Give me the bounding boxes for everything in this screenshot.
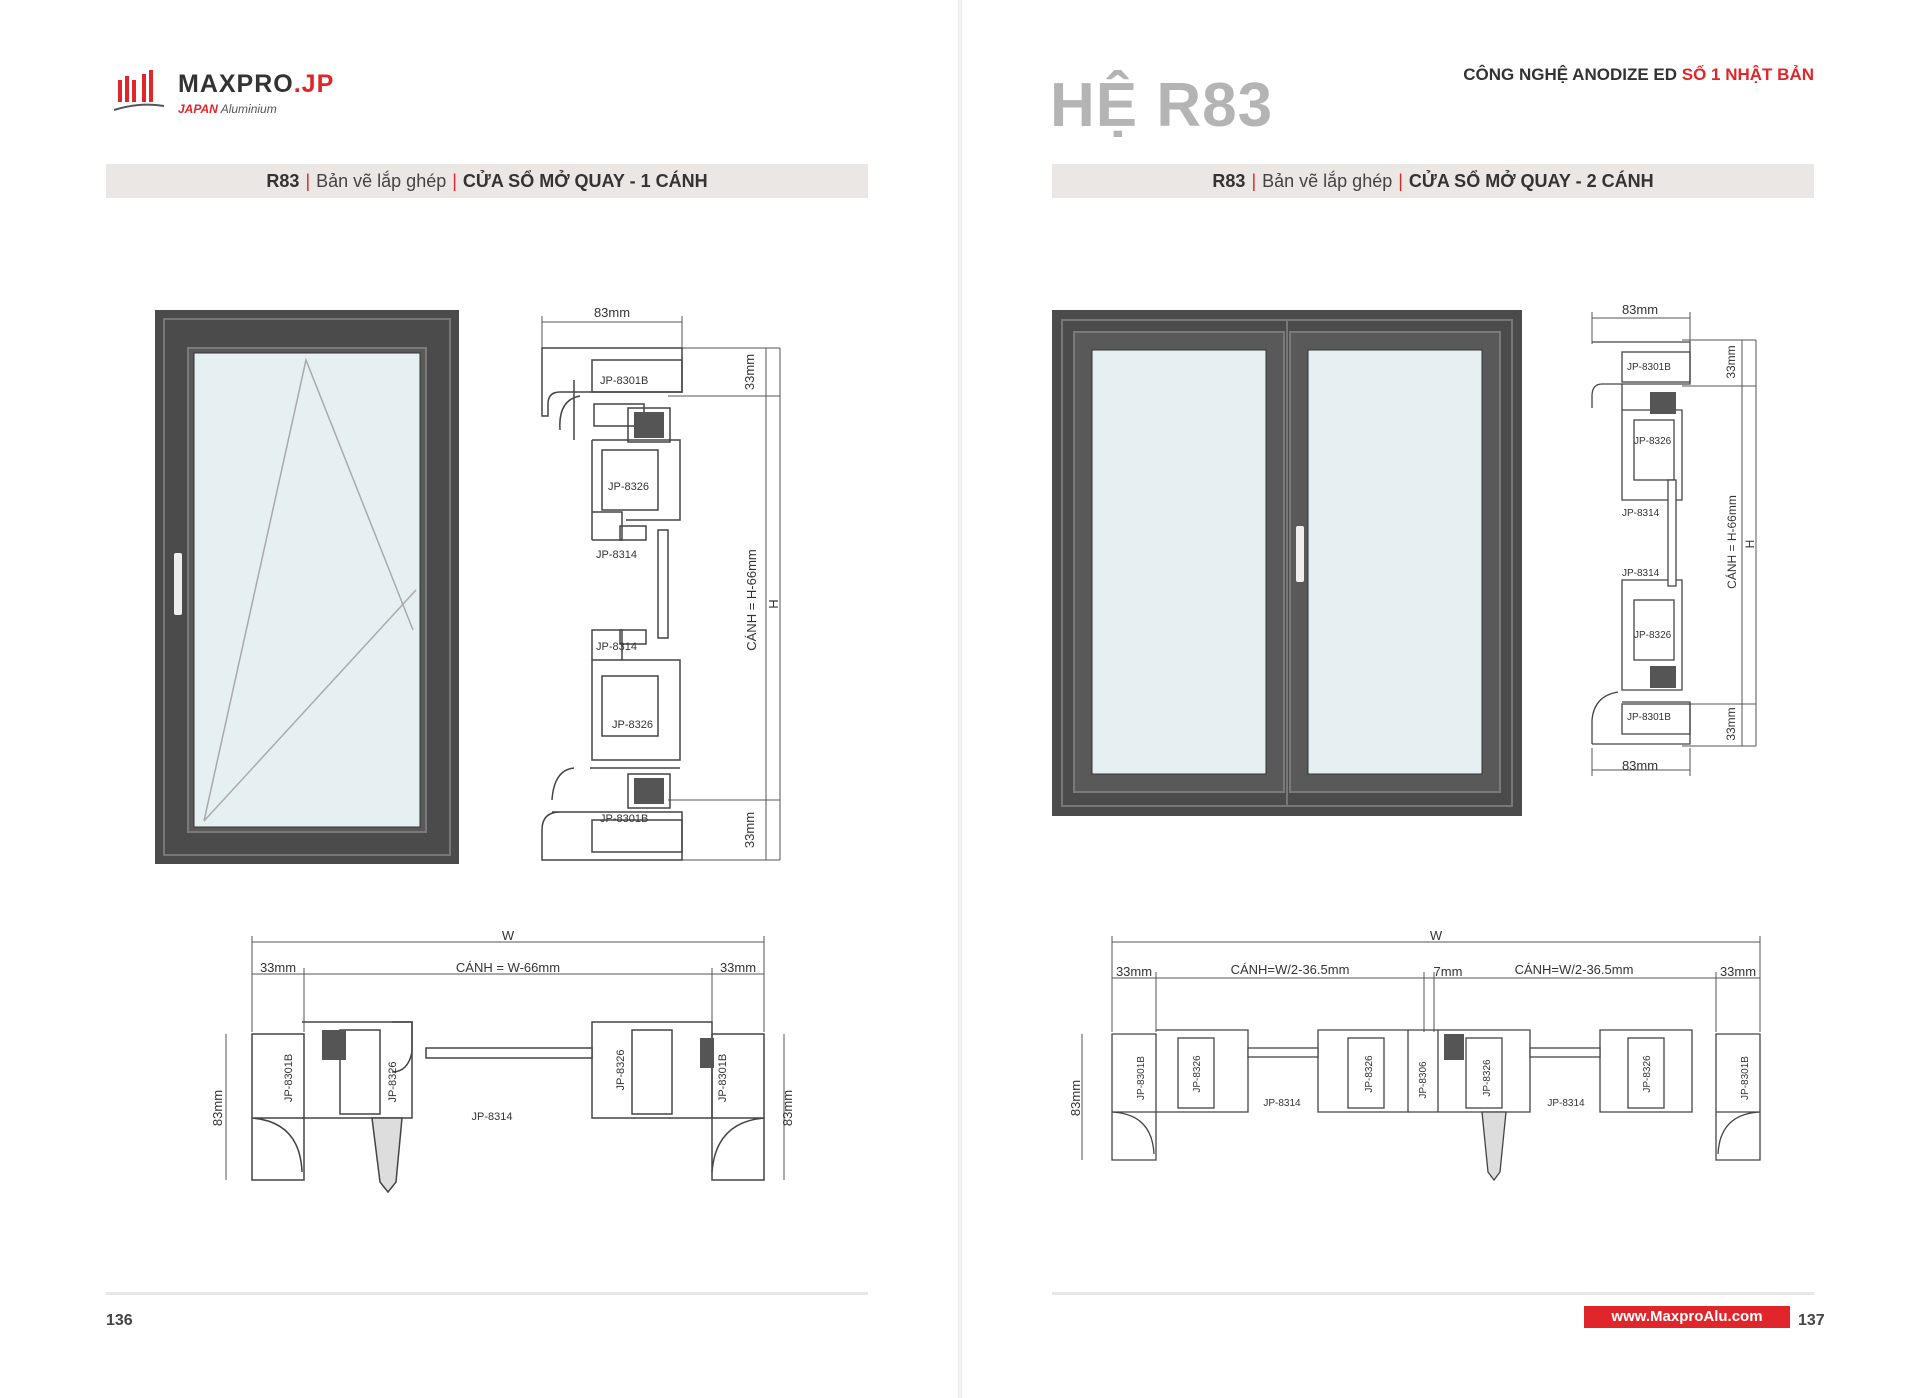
profile-label: JP-8314: [1622, 568, 1660, 579]
profile-label: JP-8326: [608, 481, 649, 493]
dim-canh: CÁNH = W-66mm: [455, 960, 561, 975]
profile-label: JP-8326: [1482, 1059, 1493, 1097]
drawing-type: Bản vẽ lắp ghép: [1262, 171, 1393, 191]
profile-label: JP-8301B: [717, 1053, 729, 1103]
dim-top-83mm: 83mm: [1621, 302, 1659, 317]
profile-label: JP-8326: [1642, 1055, 1653, 1093]
section-header-bar: R83 | Bản vẽ lắp ghép | CỬA SỔ MỞ QUAY - 1 CÁNH: [106, 164, 868, 198]
profile-label: JP-8326: [1364, 1055, 1375, 1093]
dim-left: 33mm: [259, 960, 297, 975]
profile-label: JP-8326: [387, 1061, 399, 1103]
profile-label: JP-8326: [1634, 436, 1672, 447]
dim-h: H: [766, 599, 781, 609]
window-type-title: CỬA SỔ MỞ QUAY - 2 CÁNH: [1408, 171, 1654, 191]
dim-left-h: 83mm: [210, 1089, 225, 1127]
profile-label: JP-8301B: [1136, 1056, 1147, 1100]
horizontal-section-drawing: [212, 922, 812, 1232]
handle-icon: [372, 1118, 402, 1192]
dim-h-bottom: 33mm: [1724, 707, 1738, 741]
dim-right: 33mm: [719, 960, 757, 975]
profile-label: JP-8326: [1192, 1055, 1203, 1093]
vertical-section-drawing: [530, 300, 800, 870]
dim-right: 33mm: [1719, 964, 1757, 979]
left-page: [0, 0, 958, 1398]
profile-label: JP-8314: [1547, 1098, 1585, 1109]
footer-rule: [106, 1292, 868, 1295]
profile-label: JP-8314: [1622, 508, 1660, 519]
dim-right-h: 83mm: [780, 1089, 795, 1127]
profile-label: JP-8301B: [283, 1053, 295, 1103]
dim-left: 33mm: [1115, 964, 1153, 979]
brand-subtitle: JAPAN Aluminium: [178, 102, 277, 116]
profile-label: JP-8314: [596, 549, 637, 561]
dim-canh: CÁNH = H-66mm: [744, 549, 759, 651]
window-elevation-1-sash: [150, 308, 462, 864]
footer-rule: [1052, 1292, 1814, 1295]
profile-label: JP-8301B: [600, 375, 649, 387]
website-link[interactable]: www.MaxproAlu.com: [1584, 1306, 1790, 1328]
brand-name: MAXPRO.JP: [178, 70, 335, 98]
dim-canh-left: CÁNH=W/2-36.5mm: [1230, 962, 1350, 977]
dim-bottom-83mm: 83mm: [1621, 758, 1659, 773]
profile-label: JP-8301B: [1627, 712, 1671, 723]
drawing-type: Bản vẽ lắp ghép: [316, 171, 447, 191]
right-page: [962, 0, 1920, 1398]
dim-h-bottom: 33mm: [742, 811, 757, 849]
profile-label: JP-8306: [1418, 1061, 1429, 1099]
profile-label: JP-8326: [612, 719, 653, 731]
handle-icon: [1482, 1112, 1506, 1180]
dim-h: H: [1743, 539, 1757, 549]
profile-label: JP-8301B: [1627, 362, 1671, 373]
horizontal-section-drawing: [1068, 922, 1784, 1212]
window-type-title: CỬA SỔ MỞ QUAY - 1 CÁNH: [462, 171, 708, 191]
series-code: R83: [1212, 171, 1246, 191]
dim-w: W: [1429, 928, 1443, 943]
handle-icon: [174, 553, 182, 615]
dim-w: W: [501, 928, 515, 943]
profile-label: JP-8314: [1263, 1098, 1301, 1109]
logo-icon: [110, 66, 166, 112]
dim-h-top: 33mm: [1724, 345, 1738, 379]
section-header-bar: R83 | Bản vẽ lắp ghép | CỬA SỔ MỞ QUAY - 2 CÁNH: [1052, 164, 1814, 198]
dim-canh: CÁNH = H-66mm: [1725, 495, 1739, 589]
dim-canh-right: CÁNH=W/2-36.5mm: [1514, 962, 1634, 977]
dim-top-83mm: 83mm: [593, 305, 631, 320]
window-elevation-2-sash: [1052, 308, 1524, 818]
brand-logo: [110, 62, 370, 122]
profile-label: JP-8326: [1634, 630, 1672, 641]
series-code: R83: [266, 171, 300, 191]
dim-left-h: 83mm: [1068, 1079, 1083, 1117]
profile-label: JP-8301B: [1740, 1056, 1751, 1100]
page-number: 136: [106, 1312, 133, 1329]
handle-icon: [1296, 526, 1304, 582]
profile-label: JP-8314: [596, 641, 637, 653]
profile-label: JP-8314: [471, 1111, 513, 1123]
tagline: CÔNG NGHỆ ANODIZE ED SỐ 1 NHẬT BẢN: [1463, 65, 1814, 84]
page-number: 137: [1798, 1312, 1825, 1329]
profile-label: JP-8326: [615, 1049, 627, 1091]
vertical-section-drawing: [1572, 300, 1772, 780]
series-title: HỆ R83: [1050, 71, 1274, 140]
profile-label: JP-8301B: [600, 813, 649, 825]
dim-h-top: 33mm: [742, 353, 757, 391]
dim-mid: 7mm: [1433, 964, 1463, 979]
